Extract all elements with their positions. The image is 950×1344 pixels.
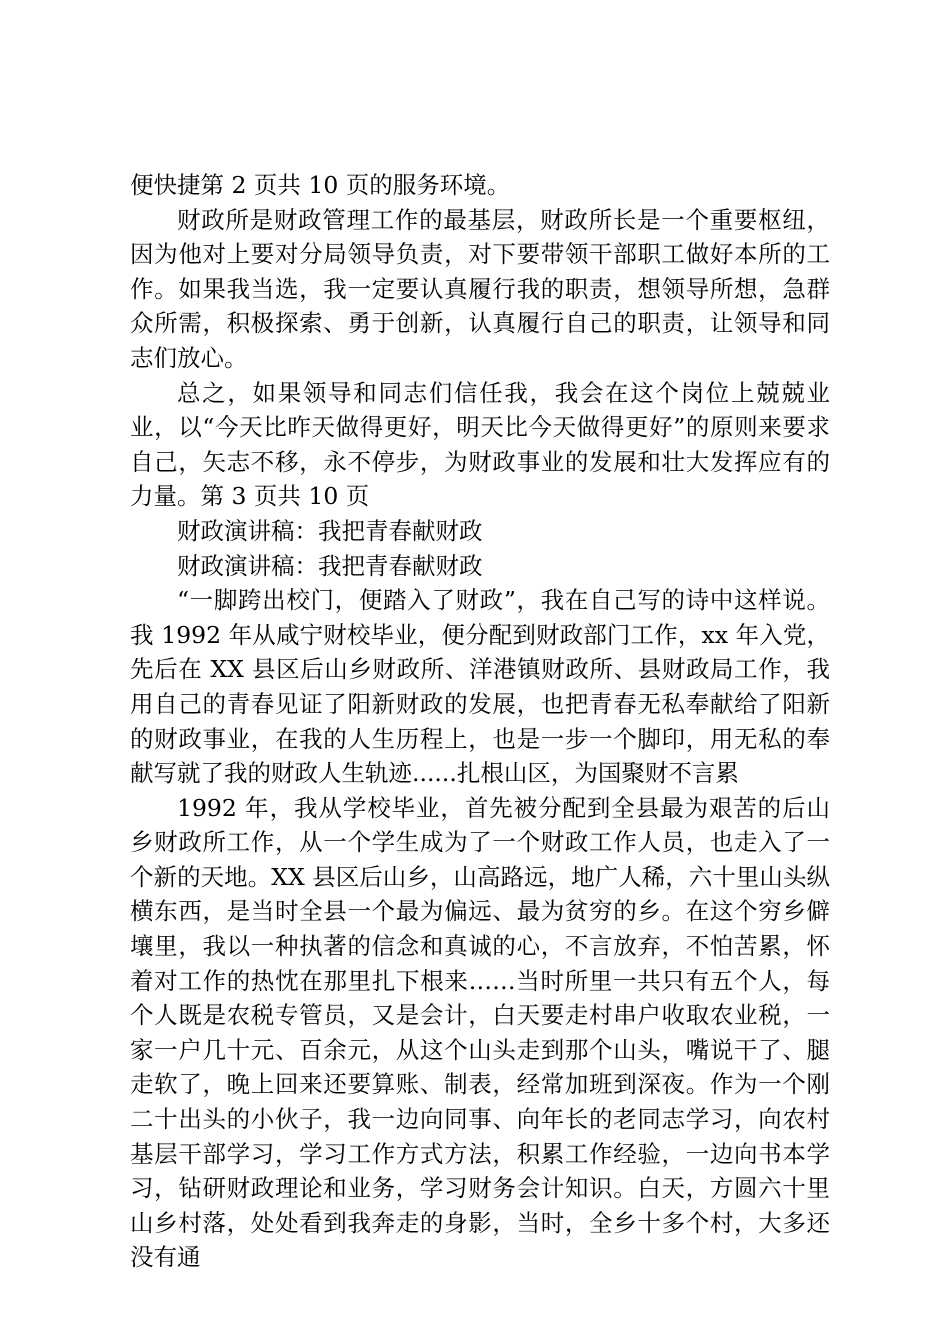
speech-title-repeat: 财政演讲稿：我把青春献财政 — [177, 551, 483, 580]
paragraph-continuation: 便快捷第 2 页共 10 页的服务环境。 — [130, 171, 511, 199]
paragraph-conclusion: 总之，如果领导和同志们信任我，我会在这个岗位上兢兢业业，以“今天比昨天做得更好，明天比今天做得更好”的原则来要求自己，矢志不移，永不停步，为财政事业的发展和壮大发挥应有的力量。第 3 页共 10 页 — [130, 378, 830, 511]
paragraph-intro: “一脚跨出校门，便踏入了财政”，我在自己写的诗中这样说。我 1992 年从咸宁财校毕业，便分配到财政部门工作，xx 年入党，先后在 XX 县区后山乡财政所、洋港镇财政所、县财政局工作，我用自己的青春见证了阳新财政的发展，也把青春无私奉献给了阳新的财政事业，在我的人生历程上，也是一步一个脚印，用无私的奉献写就了我的财政人生轨迹......扎根山区，为国聚财不言累 — [130, 586, 830, 788]
paragraph-1992: 1992 年，我从学校毕业，首先被分配到全县最为艰苦的后山乡财政所工作，从一个学生成为了一个财政工作人员，也走入了一个新的天地。XX 县区后山乡，山高路远，地广人稀，六十里山头纵横东西，是当时全县一个最为偏远、最为贫穷的乡。在这个穷乡僻壤里，我以一种执著的信念和真诚的心，不言放弃，不怕苦累，怀着对工作的热忱在那里扎下根来……当时所里一共只有五个人，每个人既是农税专管员，又是会计，白天要走村串户收取农业税，一家一户几十元、百余元，从这个山头走到那个山头，嘴说干了、腿走软了，晚上回来还要算账、制表，经常加班到深夜。作为一个刚二十出头的小伙子，我一边向同事、向年长的老同志学习，向农村基层干部学习，学习工作方式方法，积累工作经验，一边向书本学习，钻研财政理论和业务，学习财务会计知识。白天，方圆六十里山乡村落，处处看到我奔走的身影，当时，全乡十多个村，大多还没有通 — [130, 793, 830, 1272]
speech-title: 财政演讲稿：我把青春献财政 — [177, 516, 483, 545]
document-body — [130, 168, 830, 1275]
paragraph-finance-office: 财政所是财政管理工作的最基层，财政所长是一个重要枢纽，因为他对上要对分局领导负责，对下要带领干部职工做好本所的工作。如果我当选，我一定要认真履行我的职责，想领导所想，急群众所需，积极探索、勇于创新，认真履行自己的职责，让领导和同志们放心。 — [130, 205, 830, 372]
